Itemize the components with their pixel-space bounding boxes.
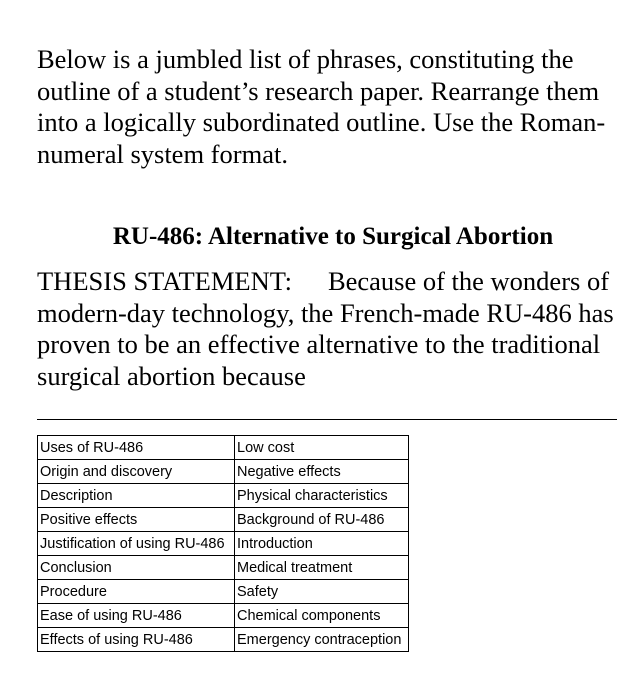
thesis-statement — [37, 266, 621, 392]
table-row — [38, 556, 409, 580]
table-cell: Uses of RU-486 — [38, 436, 235, 460]
paper-title — [0, 222, 626, 252]
table-row — [38, 508, 409, 532]
table-cell: Effects of using RU-486 — [38, 628, 235, 652]
table-cell: Description — [38, 484, 235, 508]
table-cell: Positive effects — [38, 508, 235, 532]
table-row — [38, 436, 409, 460]
table-row — [38, 580, 409, 604]
table-cell: Emergency contraception — [235, 628, 409, 652]
table-cell: Introduction — [235, 532, 409, 556]
table-row — [38, 484, 409, 508]
thesis-label: THESIS STATEMENT: — [37, 266, 292, 296]
table-cell: Medical treatment — [235, 556, 409, 580]
paper-title-text: RU-486: Alternative to Surgical Abortion — [112, 223, 554, 250]
table-row — [38, 460, 409, 484]
table-cell: Origin and discovery — [38, 460, 235, 484]
table-cell: Chemical components — [235, 604, 409, 628]
table-cell: Physical characteristics — [235, 484, 409, 508]
table-cell: Conclusion — [38, 556, 235, 580]
table-row — [38, 604, 409, 628]
answer-blank-line — [37, 419, 617, 420]
table-cell: Justification of using RU-486 — [38, 532, 235, 556]
phrases-table — [37, 435, 409, 652]
table-cell: Ease of using RU-486 — [38, 604, 235, 628]
table-cell: Background of RU-486 — [235, 508, 409, 532]
table-cell: Negative effects — [235, 460, 409, 484]
table-cell: Procedure — [38, 580, 235, 604]
table-cell: Low cost — [235, 436, 409, 460]
table-row — [38, 532, 409, 556]
instructions-paragraph: Below is a jumbled list of phrases, constituting the outline of a student’s research paper. Rearrange them into a logically subordinated outline. Use the Roman-numeral system format. — [37, 44, 606, 169]
thesis-text: Because of the wonders of modern-day technology, the French-made RU-486 has proven to be an effective alternative to the traditional surgical abortion because — [37, 266, 614, 391]
table-cell: Safety — [235, 580, 409, 604]
table-row — [38, 628, 409, 652]
